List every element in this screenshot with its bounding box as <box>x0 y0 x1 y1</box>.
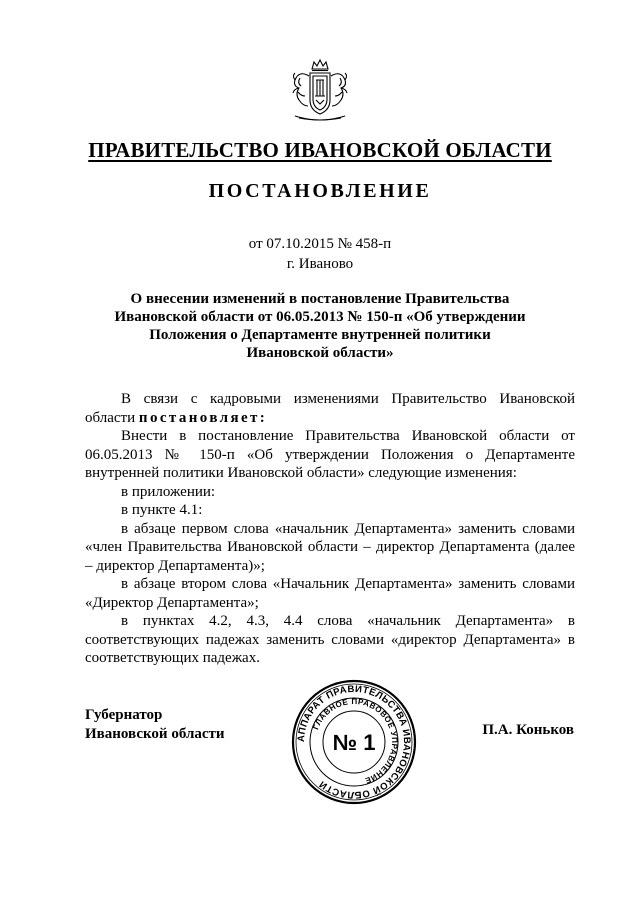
subject-line: Положения о Департаменте внутренней политики <box>149 327 491 343</box>
official-stamp <box>290 678 418 806</box>
stamp-outer-text: АППАРАТ ПРАВИТЕЛЬСТВА ИВАНОВСКОЙ ОБЛАСТИ <box>295 683 413 801</box>
body-paragraph: Внести в постановление Правительства Ивановской области от 06.05.2013 № 150-п «Об утверждении Положения о Департаменте внутренней политики Ивановской области» следующие изменения: <box>85 428 575 481</box>
subject-line: Ивановской области» <box>246 345 394 361</box>
body-paragraph: в приложении: <box>121 483 216 500</box>
coat-of-arms-icon <box>289 56 351 124</box>
city-line: г. Иваново <box>286 256 354 272</box>
signatory-position-line: Губернатор <box>85 707 163 723</box>
body-paragraph: в пунктах 4.2, 4.3, 4.4 слова «начальник Департамента» в соответствующих падежах заменить словами «директор Департамента» в соответствующих падежах. <box>85 613 575 666</box>
document-subject <box>80 290 560 362</box>
document-body <box>85 390 575 668</box>
body-paragraph: в пункте 4.1: <box>121 502 203 518</box>
decree-keyword: постановляет: <box>138 409 268 426</box>
body-paragraph-text: В связи с кадровыми изменениями Правительство Ивановской области <box>85 391 575 426</box>
government-title: ПРАВИТЕЛЬСТВО ИВАНОВСКОЙ ОБЛАСТИ <box>88 138 552 162</box>
body-paragraph <box>85 390 575 427</box>
stamp-number: № 1 <box>332 730 376 755</box>
date-number-line: от 07.10.2015 № 458-п <box>248 236 392 252</box>
subject-line: О внесении изменений в постановление Правительства <box>130 291 510 307</box>
subject-line: Ивановской области от 06.05.2013 № 150-п «Об утверждении <box>114 309 526 325</box>
body-paragraph: в абзаце втором слова «Начальник Департамента» заменить словами «Директор Департамента»; <box>85 576 575 611</box>
signatory-position-line: Ивановской области <box>85 726 225 742</box>
body-paragraph: в абзаце первом слова «начальник Департамента» заменить словами «член Правительства Ивановской области – директор Департамента (далее – директор Департамента)»; <box>85 520 575 574</box>
stamp-inner-text: ГЛАВНОЕ ПРАВОВОЕ УПРАВЛЕНИЕ <box>311 696 400 786</box>
signatory-name: П.А. Коньков <box>482 722 574 738</box>
document-type-heading: ПОСТАНОВЛЕНИЕ <box>208 180 432 202</box>
signatory-position <box>85 706 225 744</box>
